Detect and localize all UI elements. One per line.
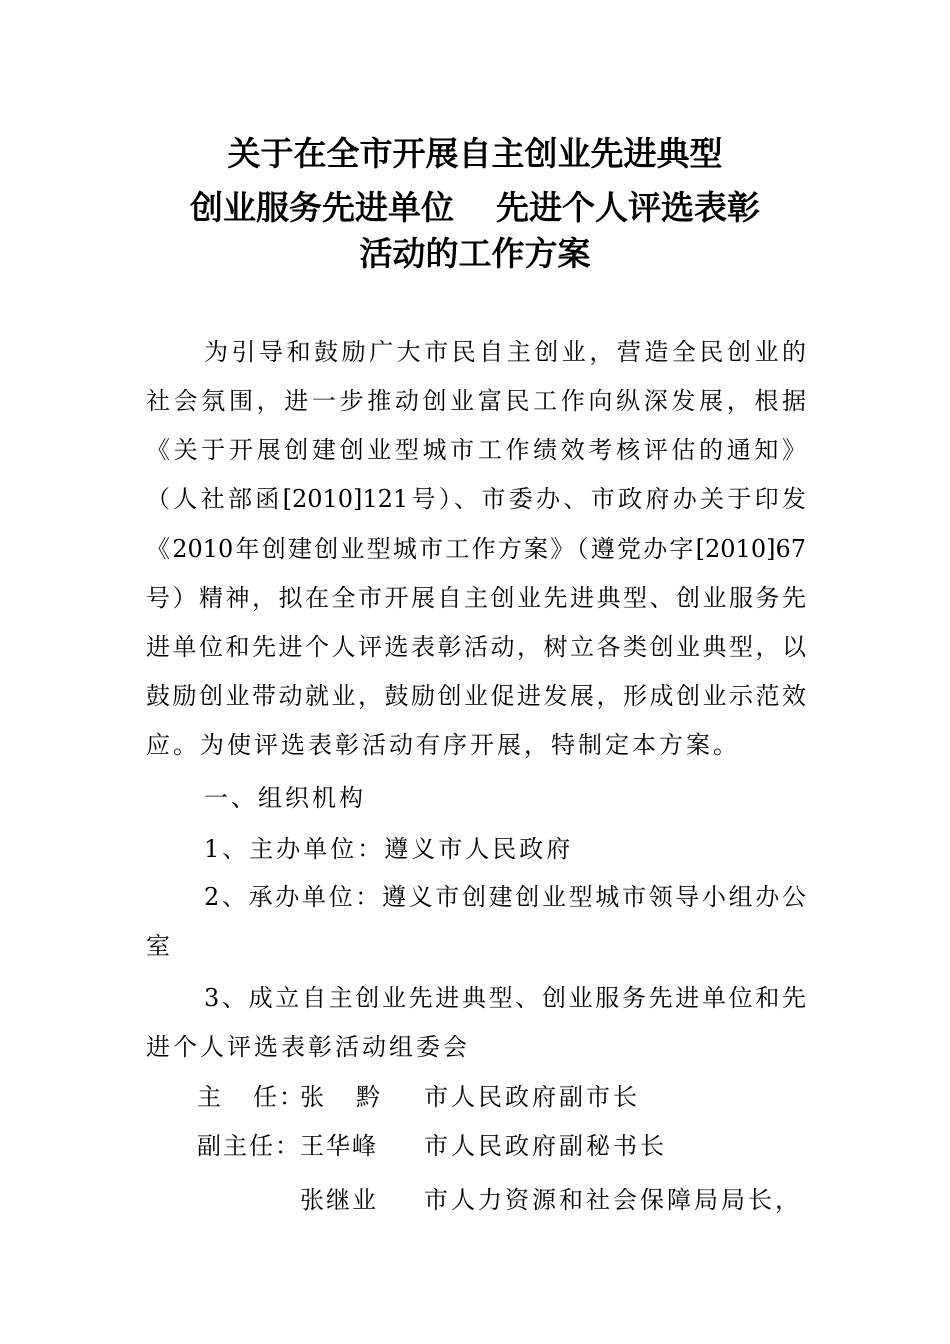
list-item-continuation: 室 (146, 932, 173, 960)
committee-role-part: 主 (197, 1083, 223, 1111)
document-title-line-3: 活动的工作方案 (359, 234, 591, 273)
document-title-line-2 (0, 186, 950, 230)
paragraph-line: 《2010年创建创业型城市工作方案》（遵党办字[2010]67 (146, 535, 806, 563)
paragraph-line: 进单位和先进个人评选表彰活动，树立各类创业典型，以 (146, 633, 806, 661)
paragraph-line: 鼓励创业带动就业，鼓励创业促进发展，形成创业示范效 (146, 682, 806, 710)
committee-role (197, 1081, 305, 1113)
committee-duty: 市人民政府副秘书长 (424, 1132, 667, 1160)
committee-role-part: 任： (253, 1083, 305, 1111)
section-heading: 一、组织机构 (204, 784, 366, 812)
committee-role: 副主任： (197, 1132, 301, 1160)
committee-name: 张继业 (300, 1186, 378, 1214)
committee-duty: 市人力资源和社会保障局局长， (424, 1186, 802, 1214)
paragraph-line: （人社部函[2010]121号）、市委办、市政府办关于印发 (146, 485, 806, 513)
list-item-continuation: 进个人评选表彰活动组委会 (146, 1033, 470, 1061)
committee-name-part: 张 (300, 1083, 326, 1111)
paragraph-line: 号）精神，拟在全市开展自主创业先进典型、创业服务先 (146, 584, 806, 612)
paragraph-line: 社会氛围，进一步推动创业富民工作向纵深发展，根据 (146, 387, 806, 415)
paragraph-line: 《关于开展创建创业型城市工作绩效考核评估的通知》 (146, 436, 806, 464)
document-title-line-1: 关于在全市开展自主创业先进典型 (227, 134, 723, 173)
committee-name (300, 1081, 382, 1113)
committee-name: 王华峰 (300, 1132, 378, 1160)
paragraph-line: 为引导和鼓励广大市民自主创业，营造全民创业的 (204, 338, 806, 366)
committee-name-part: 黔 (356, 1083, 382, 1111)
paragraph-line: 应。为使评选表彰活动有序开展，特制定本方案。 (146, 731, 740, 759)
list-item: 2、承办单位：遵义市创建创业型城市领导小组办公 (204, 883, 806, 911)
committee-duty: 市人民政府副市长 (424, 1083, 640, 1111)
list-item: 3、成立自主创业先进典型、创业服务先进单位和先 (204, 984, 806, 1012)
list-item: 1、主办单位：遵义市人民政府 (204, 835, 574, 863)
title-line-2-part-a: 创业服务先进单位 (190, 188, 454, 227)
title-line-2-part-b: 先进个人评选表彰 (496, 188, 760, 227)
